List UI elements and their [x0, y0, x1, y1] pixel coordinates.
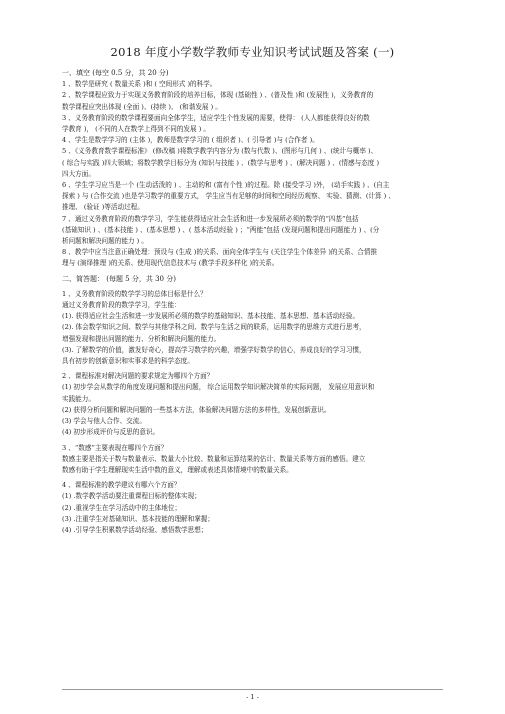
text-line: 四大方面。 [62, 169, 95, 178]
text-line: 学教育 )， (不同的人在数学上得到不同的发展 ) 。 [62, 125, 210, 134]
text-line: 理与 (演绎推理 )的关系、使用现代信息技术与 (教学手段多样化 )的关系。 [62, 259, 279, 268]
text-line: (3) 学会与他人合作、交流。 [62, 417, 146, 426]
text-line: 具有初步的创新意识和实事求是的科学态度。 [62, 357, 194, 366]
text-line: 6 、学生学习应当是一个 (生动活泼的 ) 、主动的和 (富有个性 )的过程。除 (接受学习 )外， (动手实践 ) 、(自主 [62, 181, 390, 190]
text-line: 探索 ) 与 (合作交流 )也是学习数学的重要方式， 学生应当有足够的时间和空间经历观察、 实验、猜测、(计算 ) 、 [62, 192, 395, 201]
text-line: 3 、“数感”主要表现在哪四个方面？ [62, 443, 168, 452]
text-line: (1) 初步学会从数学的角度发现问题和提出问题， 综合运用数学知识解决简单的实际问题， 发展应用意识和 [62, 383, 375, 392]
text-line: (1). 获得适应社会生活和进一步发展所必须的数学的基础知识、基本技能、基本思想、基本活动经验。 [62, 312, 360, 321]
text-line: 推理、 (验证 )等活动过程。 [62, 203, 144, 212]
text-line: (3) .注重学生对基础知识、基本技能的理解和掌握； [62, 514, 214, 523]
text-line: 1 、义务教育阶段的数学学习的总体目标是什么？ [62, 289, 207, 298]
page-number: - 1 - [246, 693, 259, 701]
footer-divider [62, 689, 443, 690]
text-line: (2). 体会数学知识之间、数学与其他学科之间、数学与生活之间的联系，运用数学的思维方式进行思考， [62, 323, 366, 332]
section-heading: 二、简答题： (每题 5 分，共 30 分) [62, 274, 176, 283]
text-line: 2 、数学课程应致力于实现义务教育阶段的培养目标，体现 (基础性 ) 、(普及性 )和 (发展性 )，义务教育的 [62, 91, 374, 100]
text-line: ( 综合与实践 )四大领域；将数学教学目标分为 (知识与技能 ) 、(数学与思考 ) 、(解决问题 ) 、(情感与态度 ) [62, 158, 380, 167]
text-line: (基础知识 ) 、(基本技能 ) 、(基本思想 ) 、( 基本活动经验 ) ；“两能”包括 (发现问题和提出问题能力 ) 、(分 [62, 225, 380, 234]
text-line: (4) .引导学生积累数学活动经验、感悟数学思想； [62, 525, 208, 534]
text-line: (1) .数学教学活动要注重课程目标的整体实现； [62, 492, 201, 501]
text-line: (2) .重视学生在学习活动中的主体地位； [62, 503, 182, 512]
text-line: 5 、《义务教育数学课程标准》 (修改稿 )将数学教学内容分为 (数与代数 )、(图形与几何 ) 、(统计与概率 )、 [62, 147, 378, 156]
text-line: 实践能力。 [62, 394, 95, 403]
text-line: 数感有助于学生理解现实生活中数的意义，理解或表述具体情境中的数量关系。 [62, 465, 293, 474]
text-line: 7 、通过义务教育阶段的数学学习，学生能获得适应社会生活和进一步发展所必须的数学的“四基”包括 [62, 214, 359, 223]
text-line: 2 、课程标准对解决问题的要求规定为哪四个方面？ [62, 372, 214, 381]
text-line: 4 、课程标准的教学建议有哪六个方面？ [62, 481, 181, 490]
text-line: 3 、义务教育阶段的数学课程要面向全体学生，适应学生个性发展的需要，使得： (人人都能获得良好的数 [62, 113, 370, 122]
text-line: (3). 了解数学的价值，激发好奇心，提高学习数学的兴趣，增强学好数学的信心，养成良好的学习习惯， [62, 345, 366, 354]
text-line: (2) 获得分析问题和解决问题的一些基本方法，体验解决问题方法的多样性，发展创新意识。 [62, 405, 331, 414]
text-line: 8 、教学中应当注意正确处理：预设与 (生成 )的关系、面向全体学生与 (关注学生个体差异 )的关系、合情推 [62, 248, 378, 257]
text-line: 4 、学生是数学学习的 (主体 )，教师是数学学习的 ( 组织者 )、( 引导者 )与 (合作者 )。 [62, 136, 319, 145]
text-line: 数学课程应突出体现 (全面 )、(持续 )、 (和谐发展 ) 。 [62, 102, 222, 111]
text-line: (4) 初步形成评价与反思的意识。 [62, 428, 160, 437]
section-heading: 一、填空 (每空 0.5 分，共 20 分) [62, 69, 169, 77]
text-line: 数感主要是指关于数与数量表示、数量大小比较、数量和运算结果的估计、数量关系等方面的感悟。建立 [62, 454, 366, 463]
text-line: 增强发现和提出问题的能力、分析和解决问题的能力。 [62, 334, 221, 343]
document-body [62, 68, 462, 536]
document-title: 2018 年度小学数学教师专业知识考试试题及答案 (一) [110, 45, 395, 59]
text-line: 析问题和解决问题的能力 ) 。 [62, 237, 148, 246]
text-line: 通过义务教育阶段的数学学习，学生能： [62, 301, 181, 310]
text-line: 1 、数学是研究 ( 数量关系 )和 ( 空间形式 )的科学。 [62, 80, 217, 89]
